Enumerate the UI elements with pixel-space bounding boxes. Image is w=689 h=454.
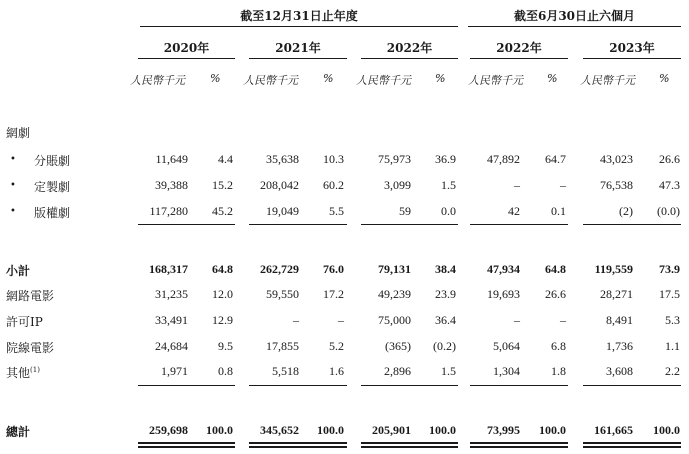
group-underline-annual	[140, 26, 458, 27]
total-double-rule-a-2022	[361, 442, 458, 444]
subtotal-rule-2022-h1	[470, 224, 568, 225]
cell-2021-pct: 1.6	[329, 364, 344, 378]
cell-2022-pct: (0.2)	[433, 339, 456, 353]
unit-amount-2022: 人民幣千元	[356, 74, 411, 87]
row-label: 定製劇	[34, 180, 71, 194]
cell-2020-amount: 259,698	[149, 423, 188, 437]
year-underline-2023-h1	[583, 58, 681, 59]
cell-2020-amount: 1,971	[161, 364, 188, 378]
unit-amount-2023-h1: 人民幣千元	[580, 74, 635, 87]
cell-2022h1-pct: 64.7	[545, 152, 566, 166]
cell-2020-amount: 31,235	[155, 287, 188, 301]
cell-2021-amount: 17,855	[266, 339, 299, 353]
cell-2020-pct: 9.5	[218, 339, 233, 353]
year-header-2022: 2022年	[386, 41, 433, 55]
cell-2022-amount: (365)	[385, 339, 411, 353]
row-label: 網路電影	[6, 289, 55, 303]
cell-2022-amount: 2,896	[384, 364, 411, 378]
unit-pct-2020: %	[210, 72, 221, 85]
total-rule-top-2020	[138, 385, 235, 386]
cell-2023h1-pct: 17.5	[659, 287, 680, 301]
cell-2020-pct: 15.2	[212, 178, 233, 192]
total-double-rule-b-2022-h1	[470, 446, 568, 448]
row-label: 許可IP	[6, 315, 43, 329]
cell-2021-amount: 35,638	[266, 152, 299, 166]
total-double-rule-a-2022-h1	[470, 442, 568, 444]
year-underline-2020	[138, 58, 235, 59]
cell-2020-amount: 168,317	[149, 262, 188, 276]
cell-2022-pct: 36.9	[435, 152, 456, 166]
cell-2020-pct: 100.0	[206, 423, 233, 437]
cell-2022-pct: 0.0	[441, 204, 456, 218]
cell-2023h1-pct: 2.2	[665, 364, 680, 378]
total-double-rule-b-2022	[361, 446, 458, 448]
cell-2022-pct: 36.4	[435, 313, 456, 327]
subtotal-rule-2022	[361, 224, 458, 225]
cell-2021-amount: 19,049	[266, 204, 299, 218]
cell-2022h1-amount: –	[514, 178, 520, 192]
year-underline-2022-h1	[470, 58, 568, 59]
bullet: •	[10, 206, 16, 217]
cell-2022h1-pct: 6.8	[551, 339, 566, 353]
cell-2022h1-pct: 1.8	[551, 364, 566, 378]
cell-2023h1-amount: 1,736	[606, 339, 633, 353]
row-label: 院線電影	[6, 341, 55, 355]
cell-2023h1-amount: 76,538	[600, 178, 633, 192]
cell-2021-amount: –	[293, 313, 299, 327]
cell-2020-pct: 64.8	[212, 262, 233, 276]
group-underline-half	[468, 26, 681, 27]
cell-2020-amount: 117,280	[149, 204, 188, 218]
cell-2022-amount: 205,901	[372, 423, 411, 437]
cell-2023h1-amount: (2)	[619, 204, 633, 218]
cell-2022-amount: 75,000	[378, 313, 411, 327]
cell-2021-pct: 10.3	[323, 152, 344, 166]
cell-2023h1-amount: 43,023	[600, 152, 633, 166]
cell-2021-amount: 5,518	[272, 364, 299, 378]
cell-2022h1-amount: 42	[508, 204, 520, 218]
cell-2023h1-pct: 1.1	[665, 339, 680, 353]
row-label: 版權劇	[34, 206, 71, 220]
year-underline-2022	[361, 58, 458, 59]
cell-2022-amount: 49,239	[378, 287, 411, 301]
subtotal-rule-2021	[249, 224, 347, 225]
unit-pct-2022: %	[435, 72, 446, 85]
cell-2021-pct: 76.0	[323, 262, 344, 276]
cell-2020-amount: 24,684	[155, 339, 188, 353]
total-rule-top-2022	[361, 385, 458, 386]
total-double-rule-b-2023-h1	[583, 446, 681, 448]
cell-2021-pct: 100.0	[317, 423, 344, 437]
footnote-marker: (1)	[30, 366, 40, 374]
row-label-text: 其他	[6, 366, 31, 380]
cell-2020-amount: 33,491	[155, 313, 188, 327]
cell-2022-pct: 23.9	[435, 287, 456, 301]
cell-2020-amount: 39,388	[155, 178, 188, 192]
cell-2020-pct: 4.4	[218, 152, 233, 166]
cell-2022h1-pct: –	[560, 178, 566, 192]
total-rule-top-2021	[249, 385, 347, 386]
cell-2022h1-pct: 64.8	[545, 262, 566, 276]
cell-2021-amount: 59,550	[266, 287, 299, 301]
total-double-rule-a-2020	[138, 442, 235, 444]
cell-2022-amount: 59	[399, 204, 411, 218]
cell-2021-amount: 208,042	[260, 178, 299, 192]
unit-amount-2020: 人民幣千元	[130, 74, 185, 87]
year-underline-2021	[249, 58, 347, 59]
year-header-2023-h1: 2023年	[609, 41, 655, 55]
unit-amount-2021: 人民幣千元	[243, 74, 298, 87]
row-label: 總計	[6, 425, 31, 439]
bullet: •	[10, 154, 16, 165]
cell-2021-pct: –	[338, 313, 344, 327]
group-header-annual: 截至12月31日止年度	[240, 9, 358, 23]
total-double-rule-b-2020	[138, 446, 235, 448]
cell-2021-amount: 345,652	[260, 423, 299, 437]
cell-2022h1-amount: 73,995	[487, 423, 520, 437]
cell-2023h1-amount: 8,491	[606, 313, 633, 327]
cell-2023h1-amount: 3,608	[606, 364, 633, 378]
total-rule-top-2022-h1	[470, 385, 568, 386]
cell-2023h1-pct: 47.3	[659, 178, 680, 192]
cell-2020-amount: 11,649	[155, 152, 188, 166]
unit-pct-2021: %	[323, 72, 334, 85]
total-double-rule-a-2023-h1	[583, 442, 681, 444]
cell-2021-amount: 262,729	[260, 262, 299, 276]
cell-2023h1-pct: 100.0	[653, 423, 680, 437]
year-header-2021: 2021年	[275, 41, 321, 55]
cell-2022-pct: 1.5	[441, 178, 456, 192]
year-header-2022-h1: 2022年	[496, 41, 542, 55]
cell-2020-pct: 12.0	[212, 287, 233, 301]
row-label: 分賬劇	[34, 154, 71, 168]
unit-pct-2023-h1: %	[659, 72, 670, 85]
cell-2023h1-pct: 73.9	[659, 262, 680, 276]
subtotal-rule-2023-h1	[583, 224, 681, 225]
cell-2022-pct: 1.5	[441, 364, 456, 378]
cell-2022-amount: 3,099	[384, 178, 411, 192]
total-rule-top-2023-h1	[583, 385, 681, 386]
cell-2022h1-pct: 0.1	[551, 204, 566, 218]
year-header-2020: 2020年	[163, 41, 210, 55]
cell-2023h1-pct: 5.3	[665, 313, 680, 327]
bullet: •	[10, 180, 16, 191]
unit-pct-2022-h1: %	[547, 72, 558, 85]
cell-2022-amount: 79,131	[378, 262, 411, 276]
cell-2022h1-amount: 47,892	[487, 152, 520, 166]
cell-2020-pct: 12.9	[212, 313, 233, 327]
total-double-rule-a-2021	[249, 442, 347, 444]
unit-amount-2022-h1: 人民幣千元	[468, 74, 523, 87]
cell-2021-pct: 5.2	[329, 339, 344, 353]
cell-2022h1-amount: 1,304	[493, 364, 520, 378]
cell-2022h1-amount: 5,064	[493, 339, 520, 353]
cell-2022h1-amount: 19,693	[487, 287, 520, 301]
cell-2022-pct: 38.4	[435, 262, 456, 276]
cell-2022-amount: 75,973	[378, 152, 411, 166]
row-label	[6, 364, 40, 381]
row-label: 小計	[6, 264, 31, 278]
cell-2021-pct: 60.2	[323, 178, 344, 192]
cell-2022h1-amount: –	[514, 313, 520, 327]
cell-2023h1-amount: 161,665	[594, 423, 633, 437]
total-double-rule-b-2021	[249, 446, 347, 448]
cell-2021-pct: 5.5	[329, 204, 344, 218]
cell-2021-pct: 17.2	[323, 287, 344, 301]
cell-2022h1-amount: 47,934	[487, 262, 520, 276]
cell-2023h1-pct: (0.0)	[657, 204, 680, 218]
cell-2020-pct: 45.2	[212, 204, 233, 218]
cell-2023h1-amount: 28,271	[600, 287, 633, 301]
cell-2023h1-amount: 119,559	[594, 262, 633, 276]
cell-2022h1-pct: 26.6	[545, 287, 566, 301]
subtotal-rule-2020	[138, 224, 235, 225]
cell-2022h1-pct: –	[560, 313, 566, 327]
group-header-half: 截至6月30日止六個月	[513, 9, 636, 23]
cell-2022h1-pct: 100.0	[539, 423, 566, 437]
cell-2023h1-pct: 26.6	[659, 152, 680, 166]
cell-2020-pct: 0.8	[218, 364, 233, 378]
section-heading-drama: 網劇	[6, 126, 31, 140]
cell-2022-pct: 100.0	[429, 423, 456, 437]
